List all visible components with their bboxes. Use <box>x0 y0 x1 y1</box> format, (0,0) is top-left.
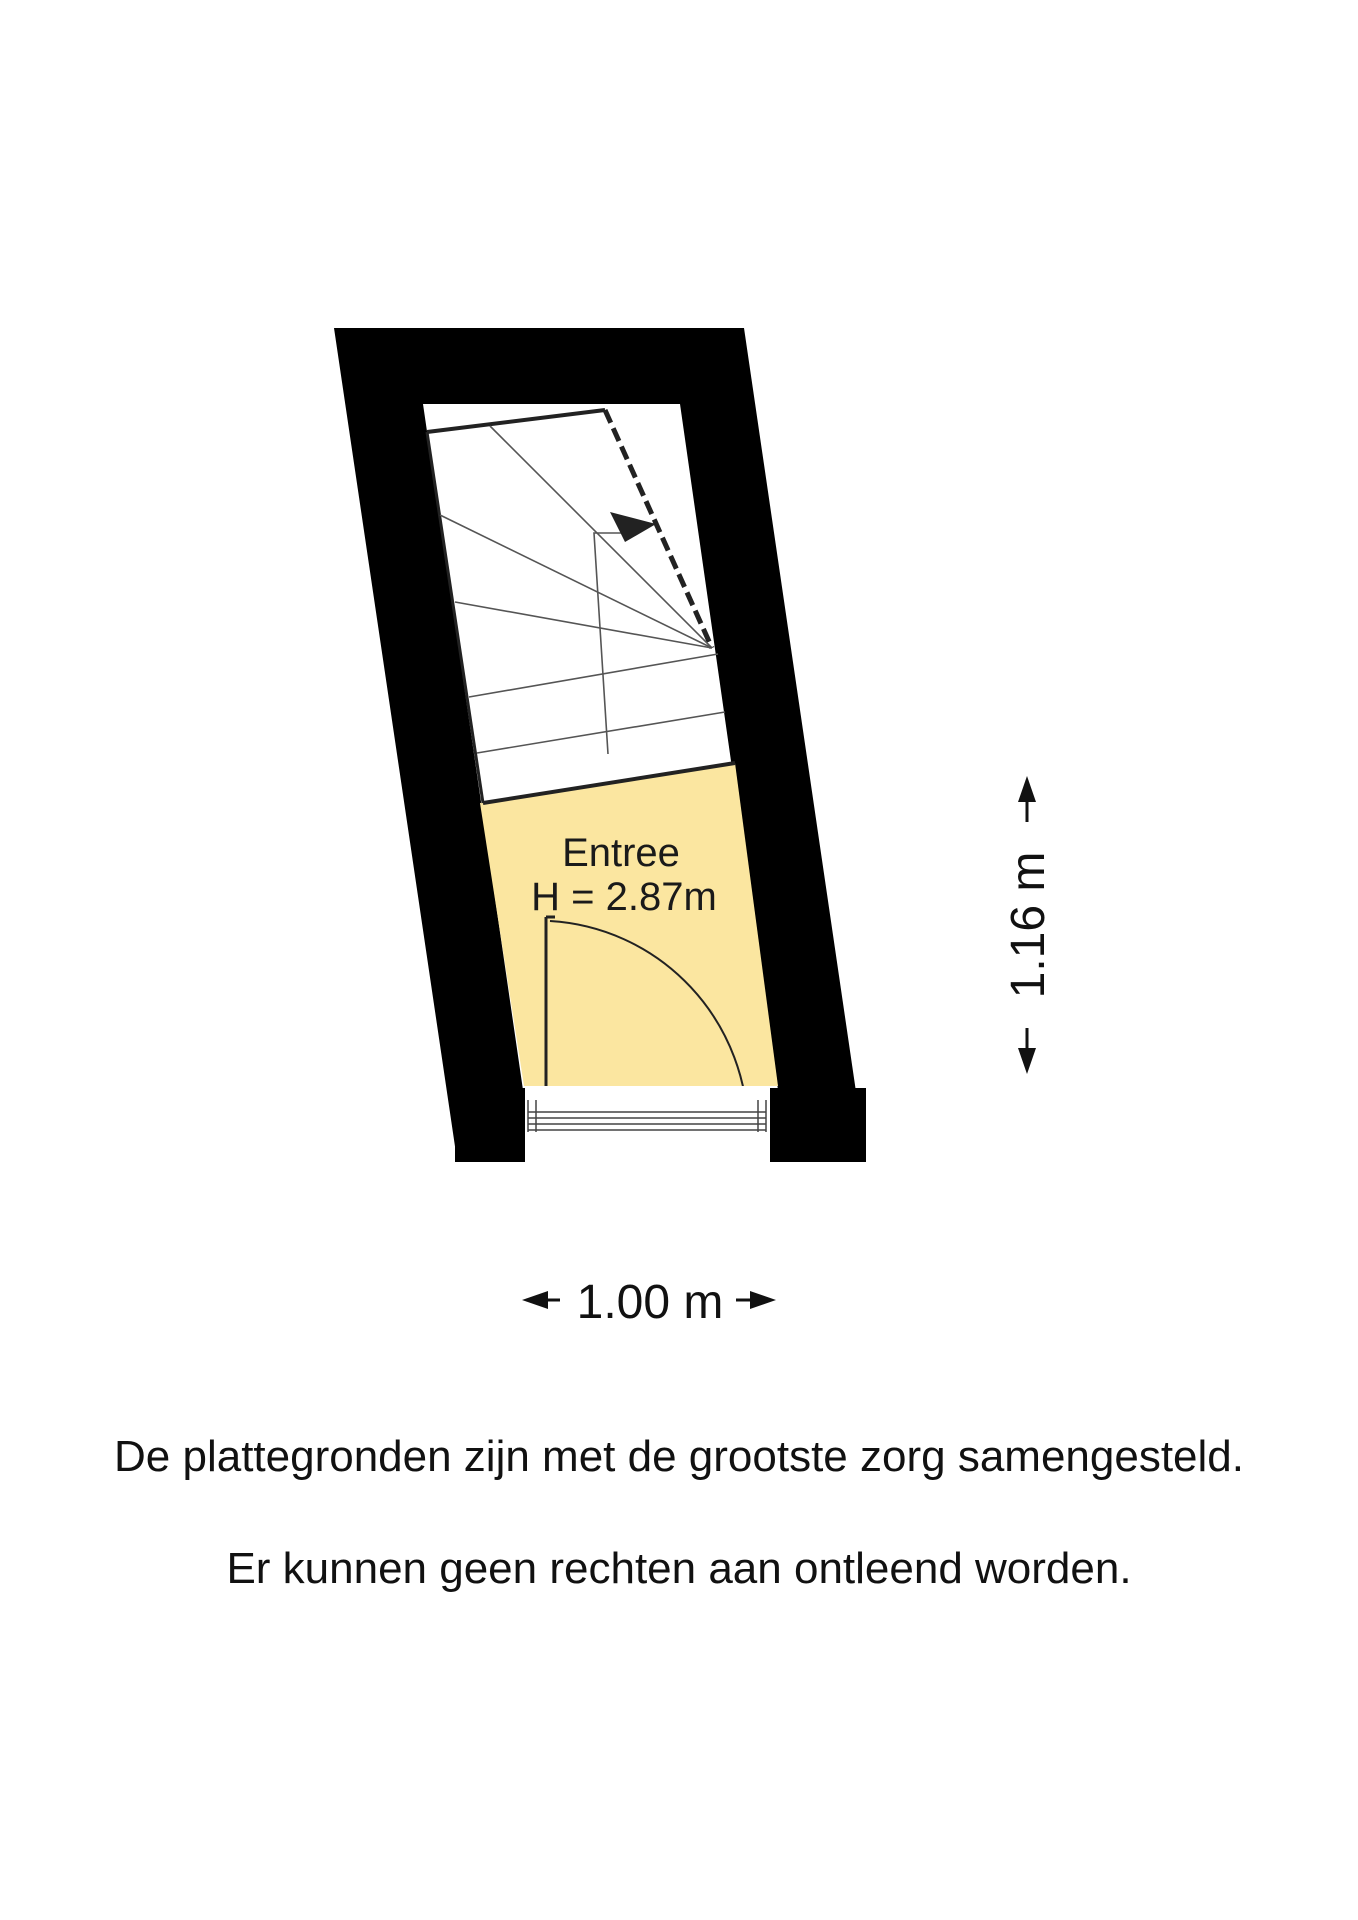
disclaimer-line-2: Er kunnen geen rechten aan ontleend worden. <box>226 1544 1132 1593</box>
arrow-left-icon <box>522 1291 548 1309</box>
width-label: 1.00 m <box>576 1276 724 1329</box>
room-name: Entree <box>562 831 680 875</box>
depth-label: 1.16 m <box>1002 851 1055 999</box>
disclaimer-line-1: De plattegronden zijn met de grootste zorg samengesteld. <box>114 1432 1244 1481</box>
entree-room <box>480 763 778 1086</box>
wall-stub-left <box>455 1088 525 1162</box>
room-height: H = 2.87m <box>531 875 717 919</box>
arrow-right-icon <box>750 1291 776 1309</box>
width-dimension <box>522 1276 776 1329</box>
wall-stub-right <box>770 1088 866 1162</box>
arrow-down-icon <box>1018 1048 1036 1074</box>
depth-dimension <box>1002 776 1055 1074</box>
arrow-up-icon <box>1018 776 1036 802</box>
